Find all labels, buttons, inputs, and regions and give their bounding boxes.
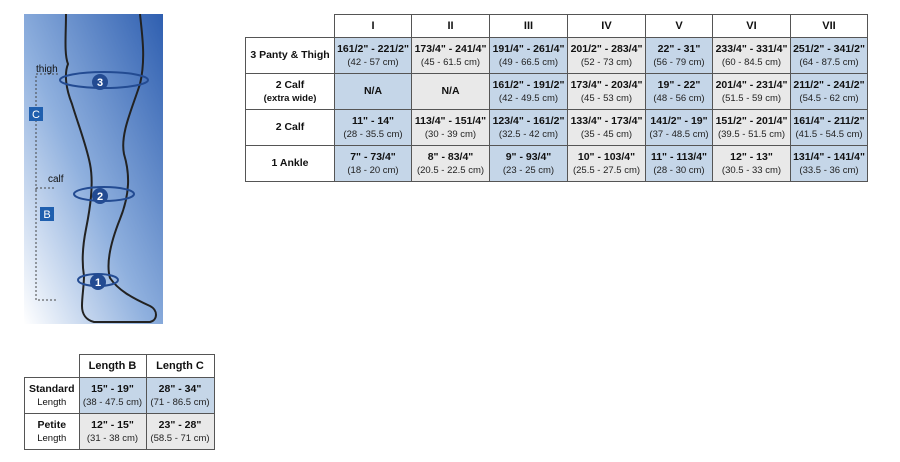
cell-range-cm: (33.5 - 36 cm) — [799, 164, 859, 176]
cell-range-inches: 173/4" - 241/4" — [414, 42, 487, 55]
table-cell — [146, 378, 214, 414]
row-label: Petite — [37, 418, 67, 431]
cell-range-cm: (23 - 25 cm) — [502, 164, 555, 176]
cell-range-cm: (48 - 56 cm) — [653, 92, 705, 104]
cell-range-inches: 161/2" - 221/2" — [337, 42, 409, 55]
length-chart-table — [24, 354, 215, 450]
calf-label: calf — [48, 174, 64, 185]
cell-range-cm: (56 - 79 cm) — [653, 56, 705, 68]
cell-range-inches: 23" - 28" — [158, 418, 202, 431]
row-label: Standard — [28, 382, 75, 395]
cell-range-cm: (45 - 53 cm) — [580, 92, 633, 104]
row-header — [25, 414, 80, 450]
size-table-body — [246, 38, 868, 182]
cell-range-inches: 7" - 73/4" — [350, 150, 396, 163]
cell-range-cm: (28 - 35.5 cm) — [343, 128, 403, 140]
table-cell — [412, 146, 490, 182]
cell-range-cm: (60 - 84.5 cm) — [721, 56, 782, 68]
table-row — [25, 414, 215, 450]
cell-range-inches: 141/2" - 19" — [650, 114, 708, 127]
table-cell — [490, 74, 568, 110]
table-cell — [713, 38, 791, 74]
table-cell — [412, 38, 490, 74]
table-cell — [335, 38, 412, 74]
size-chart-table — [245, 14, 868, 182]
thigh-label: thigh — [36, 64, 58, 75]
cell-range-cm: (30.5 - 33 cm) — [721, 164, 782, 176]
row-header — [246, 38, 335, 74]
letter-b: B — [43, 209, 51, 221]
cell-range-inches: 201/4" - 231/4" — [715, 78, 788, 91]
cell-range-cm: (25.5 - 27.5 cm) — [572, 164, 641, 176]
cell-range-cm: (64 - 87.5 cm) — [799, 56, 859, 68]
size-header-II: II — [412, 15, 490, 38]
size-header-V: V — [646, 15, 713, 38]
marker-1-label: 1 — [94, 277, 102, 289]
row-label: 3 Panty & Thigh — [250, 49, 330, 61]
table-row — [25, 378, 215, 414]
cell-range-inches: 12" - 13" — [730, 150, 773, 163]
cell-range-cm: (37 - 48.5 cm) — [649, 128, 709, 140]
table-row — [246, 74, 868, 110]
cell-range-inches: 151/2" - 201/4" — [715, 114, 788, 127]
cell-range-inches: 11" - 113/4" — [650, 150, 708, 163]
cell-range-cm: (52 - 73 cm) — [580, 56, 633, 68]
cell-range-inches: 161/4" - 211/2" — [793, 114, 865, 127]
table-cell — [791, 38, 868, 74]
row-sublabel: (extra wide) — [263, 92, 317, 104]
table-cell — [713, 110, 791, 146]
row-label: 1 Ankle — [271, 157, 309, 169]
table-cell — [568, 110, 646, 146]
cell-range-cm: (42 - 49.5 cm) — [498, 92, 559, 104]
cell-range-inches: 131/4" - 141/4" — [793, 150, 865, 163]
length-header-row — [25, 355, 215, 378]
cell-range-cm: (39.5 - 51.5 cm) — [717, 128, 786, 140]
row-label: 2 Calf — [275, 78, 305, 91]
table-cell — [646, 110, 713, 146]
size-header-VI: VI — [713, 15, 791, 38]
cell-range-inches: 15" - 19" — [91, 382, 134, 395]
table-cell — [79, 378, 146, 414]
cell-range-inches: 113/4" - 151/4" — [414, 114, 487, 127]
cell-range-cm: (51.5 - 59 cm) — [721, 92, 782, 104]
cell-range-inches: 233/4" - 331/4" — [715, 42, 788, 55]
table-cell — [568, 74, 646, 110]
size-header-I: I — [335, 15, 412, 38]
table-cell — [490, 38, 568, 74]
row-label: 2 Calf — [275, 121, 305, 133]
cell-range-inches: 22" - 31" — [657, 42, 701, 55]
table-cell — [412, 110, 490, 146]
cell-range-cm: (45 - 61.5 cm) — [420, 56, 481, 68]
cell-range-cm: (35 - 45 cm) — [580, 128, 633, 140]
table-cell — [335, 146, 412, 182]
cell-range-cm: (49 - 66.5 cm) — [498, 56, 559, 68]
cell-range-inches: 8" - 83/4" — [427, 150, 474, 163]
cell-range-cm: (28 - 30 cm) — [653, 164, 705, 176]
cell-range-cm: (71 - 86.5 cm) — [150, 396, 210, 408]
table-cell — [335, 110, 412, 146]
cell-range-inches: N/A — [363, 85, 383, 97]
cell-range-inches: 123/4" - 161/2" — [492, 114, 565, 127]
cell-range-cm: (42 - 57 cm) — [347, 56, 399, 68]
cell-range-inches: 173/4" - 203/4" — [570, 78, 643, 91]
cell-range-inches: 211/2" - 241/2" — [793, 78, 865, 91]
table-cell — [713, 146, 791, 182]
table-row — [246, 110, 868, 146]
leg-measurement-diagram — [24, 14, 163, 324]
length-header-b: Length B — [79, 355, 146, 378]
table-cell — [568, 38, 646, 74]
row-header — [246, 74, 335, 110]
size-header-row — [246, 15, 868, 38]
cell-range-inches: N/A — [441, 85, 460, 97]
cell-range-inches: 19" - 22" — [657, 78, 701, 91]
cell-range-inches: 191/4" - 261/4" — [492, 42, 565, 55]
row-sublabel: Length — [37, 432, 67, 444]
size-header-IV: IV — [568, 15, 646, 38]
table-cell — [335, 74, 412, 110]
cell-range-inches: 133/4" - 173/4" — [570, 114, 643, 127]
size-header-III: III — [490, 15, 568, 38]
cell-range-inches: 28" - 34" — [158, 382, 202, 395]
cell-range-cm: (31 - 38 cm) — [86, 432, 139, 444]
length-table-body — [25, 378, 215, 450]
length-header-c: Length C — [146, 355, 214, 378]
cell-range-cm: (41.5 - 54.5 cm) — [795, 128, 863, 140]
cell-range-cm: (38 - 47.5 cm) — [82, 396, 143, 408]
table-row — [246, 146, 868, 182]
table-cell — [646, 74, 713, 110]
cell-range-cm: (20.5 - 22.5 cm) — [416, 164, 485, 176]
table-cell — [791, 74, 868, 110]
table-row — [246, 38, 868, 74]
table-cell — [490, 146, 568, 182]
cell-range-inches: 9" - 93/4" — [505, 150, 552, 163]
table-cell — [646, 146, 713, 182]
table-cell — [791, 110, 868, 146]
cell-range-cm: (58.5 - 71 cm) — [150, 432, 210, 444]
cell-range-cm: (30 - 39 cm) — [424, 128, 477, 140]
table-cell — [490, 110, 568, 146]
table-cell — [79, 414, 146, 450]
cell-range-inches: 12" - 15" — [91, 418, 134, 431]
cell-range-inches: 11" - 14" — [351, 114, 395, 127]
cell-range-inches: 161/2" - 191/2" — [492, 78, 565, 91]
table-cell — [412, 74, 490, 110]
size-header-VII: VII — [791, 15, 868, 38]
table-cell — [568, 146, 646, 182]
cell-range-cm: (54.5 - 62 cm) — [799, 92, 859, 104]
letter-c: C — [32, 109, 40, 121]
table-cell — [646, 38, 713, 74]
row-sublabel: Length — [37, 396, 67, 408]
cell-range-inches: 251/2" - 341/2" — [793, 42, 865, 55]
row-header — [25, 378, 80, 414]
size-header-corner — [246, 15, 335, 38]
cell-range-inches: 10" - 103/4" — [577, 150, 636, 163]
cell-range-inches: 201/2" - 283/4" — [570, 42, 643, 55]
marker-3-label: 3 — [96, 77, 104, 89]
table-cell — [791, 146, 868, 182]
table-cell — [146, 414, 214, 450]
leg-illustration — [24, 14, 163, 324]
length-header-corner — [25, 355, 80, 378]
row-header — [246, 146, 335, 182]
table-cell — [713, 74, 791, 110]
marker-2-label: 2 — [96, 191, 104, 203]
cell-range-cm: (32.5 - 42 cm) — [498, 128, 559, 140]
cell-range-cm: (18 - 20 cm) — [347, 164, 399, 176]
row-header — [246, 110, 335, 146]
